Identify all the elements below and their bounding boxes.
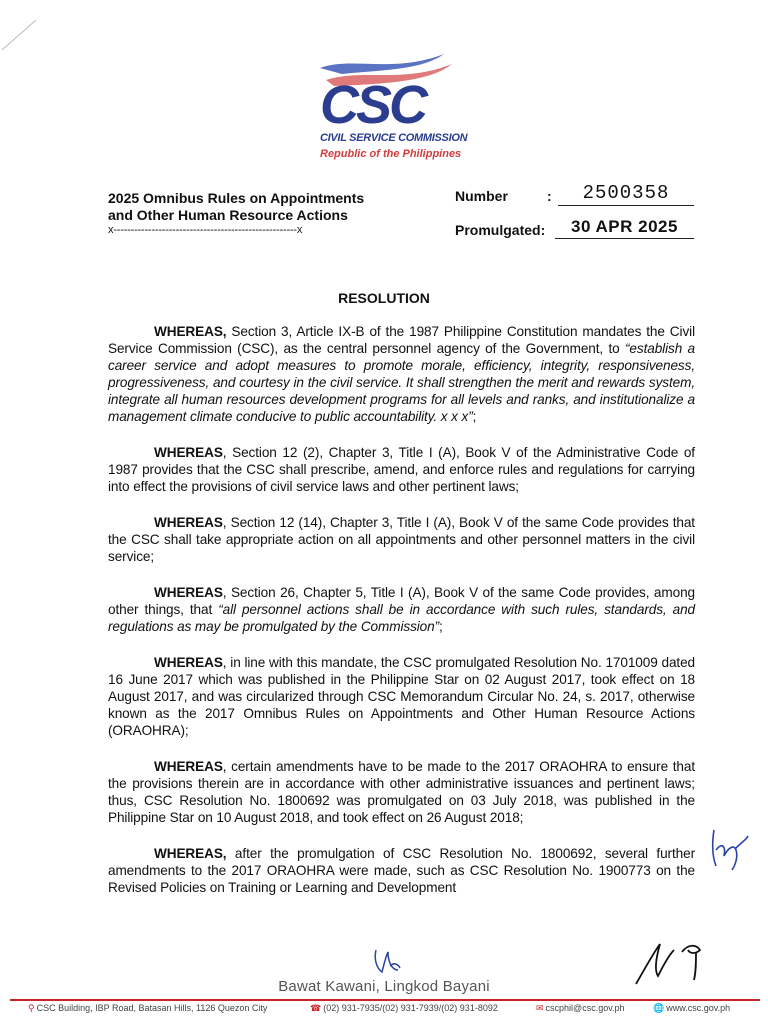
logo-wordmark: CSC	[320, 75, 426, 135]
logo-subtitle: Republic of the Philippines	[320, 148, 462, 160]
csc-logo	[312, 50, 468, 168]
footer-phone: ☎ (02) 931-7935/(02) 931-7939/(02) 931-8092	[310, 1003, 498, 1013]
whereas-paragraph-2: WHEREAS, Section 12 (2), Chapter 3, Title I (A), Book V of the Administrative Code of 1987 provides that the CSC shall prescribe, amend, and enforce rules and regulations for carrying into effect the provisions of civil service laws and other pertinent laws;	[108, 445, 695, 494]
whereas-paragraph-3: WHEREAS, Section 12 (14), Chapter 3, Title I (A), Book V of the same Code provides that the CSC shall take appropriate action on all appointments and other personnel matters in the civil service;	[108, 515, 695, 564]
title-line-1: 2025 Omnibus Rules on Appointments	[108, 190, 365, 206]
whereas-paragraph-7: WHEREAS, after the promulgation of CSC Resolution No. 1800692, several further amendments to the 2017 ORAOHRA were made, such as CSC Resolution No. 1900773 on the Revised Policies on Training or Learning and Development	[108, 846, 695, 895]
whereas-paragraph-1: WHEREAS, Section 3, Article IX-B of the 1987 Philippine Constitution mandates the Civil Service Commission (CSC), as the central personnel agency of the Government, to “establish a career service and adopt measures to promote morale, efficiency, integrity, responsiveness, progressiveness, and courtesy in the civil service. It shall strengthen the merit and rewards system, integrate all human resources development programs for all levels and ranks, and institutionalize a management climate conducive to public accountability. x x x”;	[108, 324, 695, 424]
number-colon: :	[547, 188, 552, 204]
whereas-paragraph-4: WHEREAS, Section 26, Chapter 5, Title I (A), Book V of the same Code provides, among other things, that “all personnel actions shall be in accordance with such rules, standards, and regulations as may be promulgated by the Commission”;	[108, 585, 695, 634]
location-pin-icon: ⚲	[28, 1003, 35, 1013]
promulgated-label: Promulgated:	[455, 222, 546, 238]
initials-signature-center	[370, 944, 404, 978]
document-title	[108, 190, 408, 224]
email-icon: ✉	[536, 1003, 544, 1013]
resolution-body	[108, 323, 695, 915]
footer-address: ⚲ CSC Building, IBP Road, Batasan Hills, 1126 Quezon City	[28, 1003, 268, 1013]
phone-icon: ☎	[310, 1003, 322, 1013]
promulgated-date: 30 APR 2025	[555, 217, 694, 239]
whereas-paragraph-6: WHEREAS, certain amendments have to be made to the 2017 ORAOHRA to ensure that the provisions therein are in accordance with other administrative issuances and pertinent laws; thus, CSC Resolution No. 1800692 was promulgated on 03 July 2018, was published in the Philippine Star on 10 August 2018, and took effect on 26 August 2018;	[108, 759, 695, 825]
footer-motto: Bawat Kawani, Lingkod Bayani	[278, 978, 490, 995]
resolution-number-row	[455, 182, 670, 204]
footer-divider	[10, 999, 760, 1001]
footer-website[interactable]: 🌐 www.csc.gov.ph	[653, 1003, 731, 1013]
promulgated-row	[455, 217, 678, 238]
initials-signature-right	[706, 826, 752, 872]
whereas-paragraph-5: WHEREAS, in line with this mandate, the CSC promulgated Resolution No. 1701009 dated 16 June 2017 which was published in the Philippine Star on 02 August 2017, took effect on 18 August 2017, and was circularized through CSC Memorandum Circular No. 24, s. 2017, otherwise known as the 2017 Omnibus Rules on Appointments and Other Human Resource Actions (ORAOHRA);	[108, 655, 695, 738]
pencil-mark	[0, 14, 40, 54]
logo-name: CIVIL SERVICE COMMISSION	[320, 132, 468, 144]
globe-icon: 🌐	[653, 1003, 665, 1013]
number-label: Number	[455, 188, 508, 204]
footer-email[interactable]: ✉ cscphil@csc.gov.ph	[536, 1003, 625, 1013]
resolution-heading: RESOLUTION	[338, 290, 430, 306]
title-divider: x-----------------------------------------------------x	[108, 224, 303, 236]
resolution-number: 2500358	[558, 182, 694, 206]
title-line-2: and Other Human Resource Actions	[108, 207, 348, 223]
